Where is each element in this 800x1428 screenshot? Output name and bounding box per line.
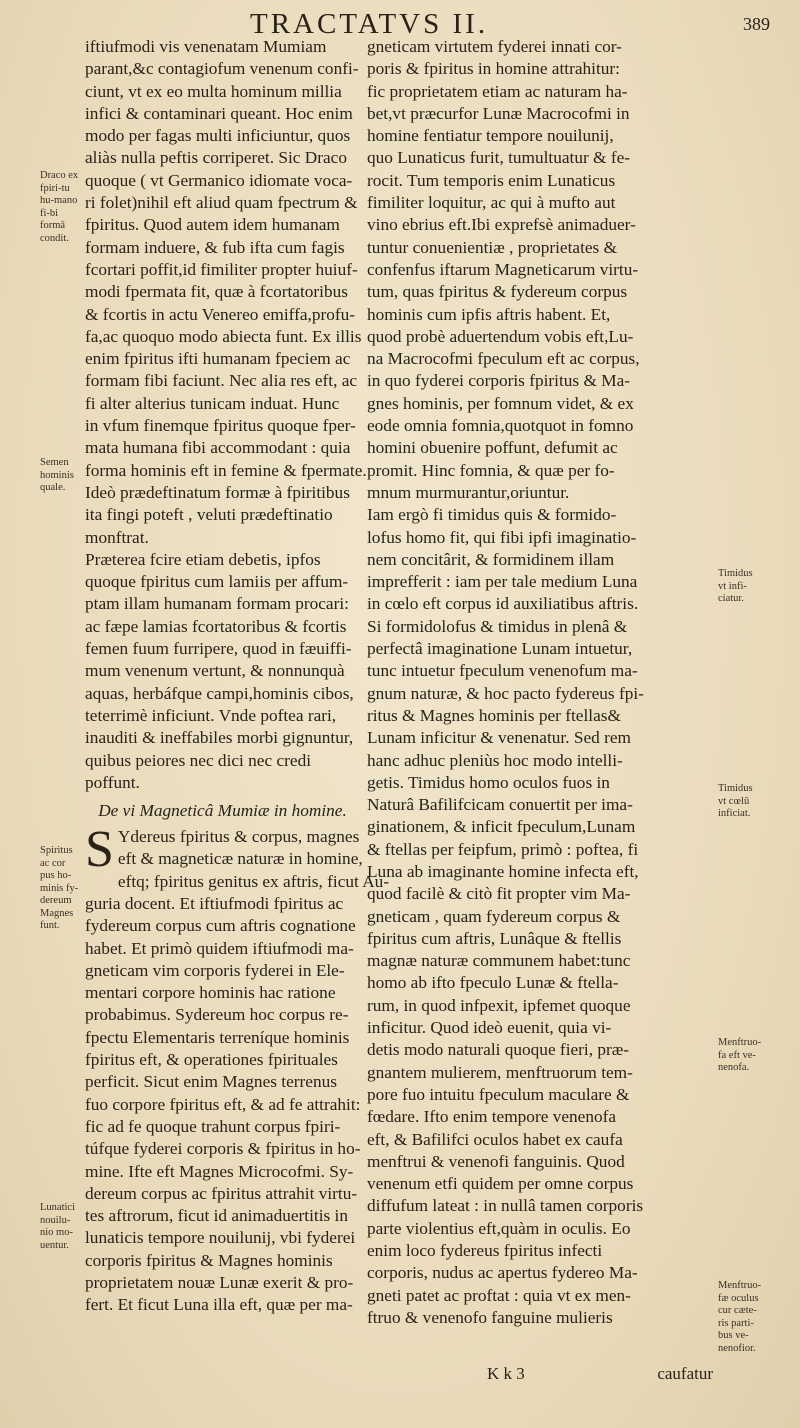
text-line: eft, & Bafilifci oculos habet ex caufa: [367, 1129, 623, 1149]
text-line: mnum murmurantur,oriuntur.: [367, 482, 570, 502]
dropcap-initial: S: [85, 821, 114, 879]
text-line: proprietatem nouæ Lunæ exerit & pro-: [85, 1273, 354, 1293]
text-line: imprefferit : iam per tale medium Luna: [367, 572, 638, 592]
text-line: modo per fagas multi inficiuntur, quos: [85, 126, 351, 146]
text-line: Si formidolofus & timidus in plenâ &: [367, 616, 628, 636]
text-line: fcortari poffit,id fimiliter propter huiuf-: [85, 259, 358, 279]
text-line: pore fuo intuitu fpeculum maculare &: [367, 1084, 630, 1104]
margin-note-draco: Draco ex fpiri-tu hu-mano fi-bi formā condit.: [40, 170, 79, 244]
text-line: menftrui & venenofi fanguinis. Quod: [367, 1151, 625, 1171]
text-line: mine. Ifte eft Magnes Microcofmi. Sy-: [85, 1161, 354, 1181]
text-line: formam induere, & fub ifta cum fagis: [85, 237, 345, 257]
text-line: fic ad fe quoque trahunt corpus fpiri-: [85, 1116, 341, 1136]
text-line: habet. Et primò quidem iftiufmodi ma-: [85, 938, 354, 958]
left-column: [85, 36, 390, 1317]
text-line: ptam illam humanam formam procari:: [85, 594, 349, 614]
text-line: fpiritus. Quod autem idem humanam: [85, 215, 340, 235]
text-line: corporis, nudus ac apertus fydereo Ma-: [367, 1263, 638, 1283]
text-line: quod facilè & citò fit propter vim Ma-: [367, 884, 631, 904]
text-line: túfque fyderei corporis & fpiritus in ho-: [85, 1139, 361, 1159]
text-line: quod probè aduertendum vobis eft,Lu-: [367, 326, 634, 346]
text-line: poffunt.: [85, 772, 140, 792]
text-line: tuntur conuenientiæ , proprietates &: [367, 237, 618, 257]
text-line: dereum corpus ac fpiritus attrahit virtu-: [85, 1183, 358, 1203]
text-line: teterrimè inficiunt. Vnde poftea rari,: [85, 705, 337, 725]
text-line: lunaticis tempore nouilunij, vbi fyderei: [85, 1228, 356, 1248]
margin-note-spiritus: Spiritus ac cor pus ho-minis fy-dereum Magnes funt.: [40, 845, 79, 931]
text-line: enim loco fydereus fpiritus infecti: [367, 1241, 603, 1261]
text-line: infici & contaminari queant. Hoc enim: [85, 103, 353, 123]
text-line: na Macrocofmi fpeculum eft ac corpus,: [367, 349, 640, 369]
text-line: fa,ac quoquo modo abiecta funt. Ex illis: [85, 326, 362, 346]
text-line: rocit. Tum temporis enim Lunaticus: [367, 170, 616, 190]
text-line: & fcortis in actu Venereo emiffa,profu-: [85, 304, 356, 324]
text-line: quoque fpiritus cum lamiis per affum-: [85, 572, 349, 592]
text-line: aquas, herbáfque campi,hominis cibos,: [85, 683, 354, 703]
text-line: fpiritus eft, & operationes fpirituales: [85, 1050, 338, 1070]
margin-note-timidus-1: Timidus vt infi-ciatur.: [718, 568, 753, 604]
text-line: fuo corpore fpiritus eft, & ad fe attrahit:: [85, 1094, 361, 1114]
text-line: fpiritus cum aftris, Lunâque & ftellis: [367, 928, 622, 948]
text-line: poris & fpiritus in homine attrahitur:: [367, 59, 620, 79]
text-line: iftiufmodi vis venenatam Mumiam: [85, 37, 327, 56]
margin-note-lunatici: Lunatici nouilu-nio mo-uentur.: [40, 1202, 75, 1251]
text-line: tum, quas fpiritus & fydereum corpus: [367, 282, 628, 302]
text-line: nem concitârit, & formidinem illam: [367, 549, 615, 569]
text-line: eode omnia fomnia,quotquot in fomno: [367, 416, 634, 436]
text-line: Præterea fcire etiam debetis, ipfos: [85, 549, 321, 569]
text-line: gneticam vim corporis fyderei in Ele-: [85, 960, 345, 980]
text-line: ginationem, & inficit fpeculum,Lunam: [367, 817, 636, 837]
text-line: mentari corpore hominis hac ratione: [85, 983, 336, 1003]
text-line: Luna ab imaginante homine infecta eft,: [367, 861, 639, 881]
text-line: perficit. Sicut enim Magnes terrenus: [85, 1072, 337, 1092]
text-line: fic proprietatem etiam ac naturam ha-: [367, 81, 628, 101]
text-line: parant,&c contagiofum venenum confi-: [85, 59, 359, 79]
signature-mark: K k 3: [487, 1364, 525, 1383]
text-line: Iam ergò fi timidus quis & formido-: [367, 505, 617, 525]
text-line: & ftellas per feipfum, primò : poftea, fi: [367, 839, 639, 859]
page-number: 389: [743, 14, 770, 34]
right-column-text: [367, 36, 711, 1329]
text-line: hominis cum ipfis aftris habent. Et,: [367, 304, 611, 324]
margin-note-menstruo-1: Menftruo-fa eft ve-nenofa.: [718, 1037, 762, 1073]
text-line: gneti patet ac proftat : quia vt ex men-: [367, 1285, 631, 1305]
text-line: enim fpiritus ifti humanam fpeciem ac: [85, 349, 351, 369]
margin-note-menstruo-2: Menftruo-fæ oculus cur cæte-ris parti-bus ve-nenofior.: [718, 1280, 762, 1354]
margin-note-timidus-2: Timidus vt cœlū inficiat.: [718, 783, 753, 819]
text-line: ritus & Magnes hominis per ftellas&: [367, 705, 621, 725]
text-line: quibus peiores nec dici nec credi: [85, 750, 312, 770]
text-line: diffufum lateat : in nullâ tamen corporis: [367, 1196, 644, 1216]
text-line: hanc adhuc pleniùs hoc modo intelli-: [367, 750, 623, 770]
text-line: mata humana fibi accommodant : quia: [85, 438, 351, 458]
text-line: eft & magneticæ naturæ in homine,: [117, 849, 363, 869]
running-head: TRACTATVS II.: [250, 8, 489, 40]
text-line: fydereum corpus cum aftris cognatione: [85, 916, 356, 936]
text-line: getis. Timidus homo oculos fuos in: [367, 772, 610, 792]
text-line: tes aftrorum, ficut id animaduertitis in: [85, 1206, 348, 1226]
text-line: gnantem mulierem, menftruorum tem-: [367, 1062, 633, 1082]
text-line: monftrat.: [85, 527, 149, 547]
text-line: venenum etfi quidem per omne corpus: [367, 1174, 634, 1194]
text-line: detis modo naturali quoque fieri, præ-: [367, 1040, 630, 1060]
catchword: caufatur: [657, 1364, 713, 1383]
text-line: bet,vt præcurfor Lunæ Macrocofmi in: [367, 103, 630, 123]
right-column: [367, 36, 711, 1329]
text-line: promit. Hinc fomnia, & quæ per fo-: [367, 460, 615, 480]
text-line: forma hominis eft in femine & fpermate.: [85, 460, 367, 480]
left-column-text: [85, 36, 367, 794]
text-line: magnæ naturæ communem habet:tunc: [367, 951, 631, 971]
text-line: ciunt, vt ex eo multa hominum millia: [85, 81, 342, 101]
text-line: homine fentiatur tempore nouilunij,: [367, 126, 614, 146]
text-line: Lunam inficitur & venenatur. Sed rem: [367, 728, 631, 748]
text-line: parte violentius eft,quàm in oculis. Eo: [367, 1218, 631, 1238]
text-line: eftq; fpiritus genitus ex aftris, ficut Au-: [117, 871, 390, 891]
text-line: ri folet)nihil eft aliud quam fpectrum &: [85, 193, 358, 213]
text-line: ita fingi poteft , veluti prædeftinatio: [85, 505, 333, 525]
text-line: modi fpermata fit, quæ à fcortatoribus: [85, 282, 348, 302]
text-line: guria docent. Et iftiufmodi fpiritus ac: [85, 893, 344, 913]
text-line: homo ab ifto fpeculo Lunæ & ftella-: [367, 973, 619, 993]
text-line: femen fuum furripere, quod in fæuiffi-: [85, 639, 352, 659]
text-line: fert. Et ficut Luna illa eft, quæ per ma-: [85, 1295, 353, 1315]
text-line: inficitur. Quod ideò euenit, quia vi-: [367, 1018, 612, 1038]
text-line: Naturâ Bafilifcicam conuertit per ima-: [367, 795, 633, 815]
text-line: rum, in quod infpexit, ipfemet quoque: [367, 995, 631, 1015]
text-line: gneticam , quam fydereum corpus &: [367, 906, 621, 926]
text-line: gneticam virtutem fyderei innati cor-: [367, 37, 622, 56]
text-line: gnes hominis, per fomnum videt, & ex: [367, 393, 634, 413]
text-line: corporis fpiritus & Magnes hominis: [85, 1250, 333, 1270]
text-line: ac fæpe lamias fcortatoribus & fcortis: [85, 616, 347, 636]
text-line: lofus homo fit, qui fibi ipfi imaginatio-: [367, 527, 637, 547]
text-line: Ydereus fpiritus & corpus, magnes: [117, 827, 360, 847]
text-line: vino ebrius eft.Ibi exprefsè animaduer-: [367, 215, 636, 235]
text-line: fimiliter loquitur, ac qui à mufto aut: [367, 193, 616, 213]
text-line: quoque ( vt Germanico idiomate voca-: [85, 170, 353, 190]
text-line: aliàs nulla peftis corriperet. Sic Draco: [85, 148, 347, 168]
text-line: homini obuenire poffunt, defumit ac: [367, 438, 618, 458]
text-line: ftruo & venenofo fanguine mulieris: [367, 1307, 613, 1327]
text-line: in vfum finemque fpiritus quoque fper-: [85, 416, 356, 436]
text-line: gnum naturæ, & hoc pacto fydereus fpi-: [367, 683, 644, 703]
text-line: confenfus iftarum Magneticarum virtu-: [367, 259, 639, 279]
text-line: in cœlo eft corpus id auxiliatibus aftris.: [367, 594, 639, 614]
text-line: fpectu Elementaris terreníque hominis: [85, 1027, 350, 1047]
text-line: tunc intuetur fpeculum venenofum ma-: [367, 661, 638, 681]
text-line: fœdare. Ifto enim tempore venenofa: [367, 1107, 617, 1127]
text-line: quo Lunaticus furit, tumultuatur & fe-: [367, 148, 630, 168]
section-subheading: De vi Magneticâ Mumiæ in homine.: [98, 801, 347, 821]
text-line: formam fibi faciunt. Nec alia res eft, ac: [85, 371, 358, 391]
text-line: fi alter alterius tunicam induat. Hunc: [85, 393, 340, 413]
text-line: inauditi & ineffabiles morbi gignuntur,: [85, 728, 354, 748]
text-line: mum venenum vertunt, & nonnunquà: [85, 661, 345, 681]
signature-line: [367, 1364, 713, 1388]
margin-note-semen: Semen hominis quale.: [40, 457, 74, 493]
text-line: Ideò prædeftinatum formæ à fpiritibus: [85, 482, 350, 502]
text-line: in quo fyderei corporis fpiritus & Ma-: [367, 371, 630, 391]
text-line: probabimus. Sydereum hoc corpus re-: [85, 1005, 349, 1025]
text-line: perfectâ imaginatione Lunam intuetur,: [367, 639, 633, 659]
section-paragraph: [85, 821, 390, 1317]
